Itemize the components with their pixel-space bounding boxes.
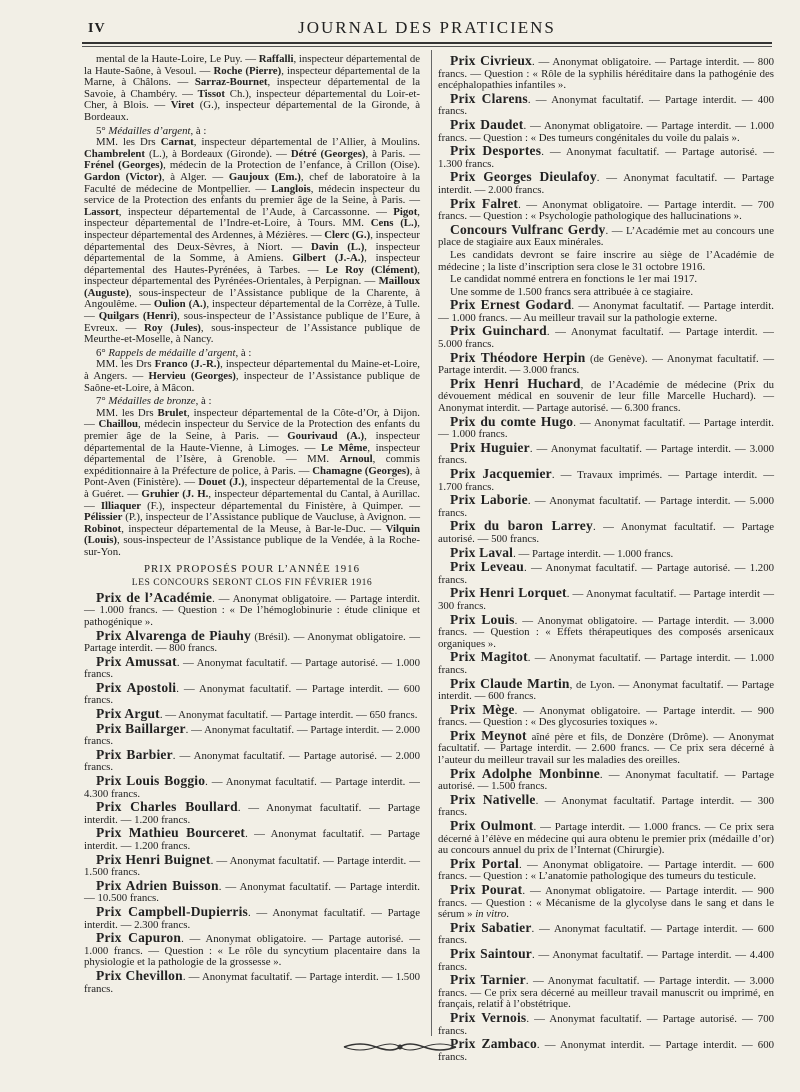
prize-entry <box>438 791 774 819</box>
prize-name: Prix Oulmont <box>450 818 534 834</box>
text-run: , de Lyon. — Anonymat facultatif. — Partage interdit. — 600 francs. <box>438 678 775 703</box>
text-run: , inspecteur départemental du Maine-et-Loire, à Angers. — <box>84 358 420 383</box>
text-run: . — Anonymat facultatif. — Partage autorisé. — 1.000 francs. <box>84 656 420 681</box>
prize-entry <box>84 903 420 931</box>
prize-name: Prix Falret <box>450 195 519 211</box>
text-run: , sous-inspecteur de l’Assistance publique de la Charente, à Angoulême. — <box>84 286 420 311</box>
text-run: . — Anonymat facultatif. — Partage autorisé. — 1.300 francs. <box>438 146 775 170</box>
text-run: , inspecteur départemental de la Creuse, à Guéret. — <box>84 476 420 500</box>
person-name: Roy (Jules) <box>144 321 201 334</box>
prize-entry <box>438 675 775 703</box>
prize-name: Prix Magitot <box>450 649 528 665</box>
text-run: , inspecteur départemental de l’Aude, à Carcassonne. — <box>118 205 394 218</box>
prize-entry <box>84 851 420 879</box>
prize-name: Prix Laborie <box>450 492 528 508</box>
italic-text: in vitro <box>475 908 507 921</box>
person-name: Tissot <box>197 87 226 100</box>
prize-name: Prix Capuron <box>96 930 182 946</box>
prize-entry <box>438 375 775 415</box>
text-run: , commis expéditionnaire à la Préfecture de police, à Paris. — <box>84 453 420 477</box>
text-run: , inspecteur départemental des Hautes-Pyrénées, à Tarbes. — <box>84 252 420 276</box>
text-run: , à : <box>190 124 207 137</box>
prize-entry <box>84 679 420 707</box>
person-name: Robinot <box>84 522 122 535</box>
page-header <box>82 18 772 40</box>
text-run: . — Anonymat interdit. — Partage interdit. — 600 francs. <box>438 1039 774 1063</box>
text-run: . — Anonymat facultatif. — Partage interdit. — 4.400 francs. <box>438 948 774 973</box>
prize-name: Prix Claude Martin <box>450 675 570 691</box>
person-name: Hervieu (Georges) <box>148 370 236 383</box>
text-run: . — Anonymat obligatoire. — Partage interdit. — 3.000 francs. — Question : « Effets thérapeutiques des composés arsenicaux organiques ». <box>438 614 774 650</box>
prize-entry <box>84 967 420 995</box>
prize-entry <box>438 820 774 857</box>
prize-name: Prix Barbier <box>96 746 173 762</box>
text-run: , inspecteur de l’Assistance publique de Saône-et-Loire, à Mâcon. <box>84 370 420 394</box>
prize-name: Prix Henri Huchard <box>450 375 581 391</box>
prize-entry <box>438 116 774 144</box>
prize-name: Prix Louis Boggio <box>96 773 206 789</box>
text-run: , chef de laboratoire à la Faculté de médecine de Montpellier. — <box>84 170 420 195</box>
text-run: (L.), à Bordeaux (Gironde). — <box>144 147 291 160</box>
prize-entry <box>438 1009 775 1037</box>
prize-name: Prix Nativelle <box>450 791 536 807</box>
prize-name: Prix Théodore Herpin <box>450 349 586 365</box>
text-run: Une somme de 1.500 francs sera attribuée à ce stagiaire. <box>450 285 694 298</box>
prize-name: Prix Henri Lorquet <box>450 585 567 601</box>
text-run: . — Anonymat obligatoire. — Partage interdit. — 900 francs. — Question : « Mécanisme de la glycolyse dans le sang et dans le sérum » <box>438 885 775 921</box>
prizes-subheading: LES CONCOURS SERONT CLOS FIN FÉVRIER 1916 <box>131 577 373 589</box>
prize-name: Prix Adolphe Monbinne <box>450 765 600 781</box>
person-name: Le Même <box>320 441 368 454</box>
prize-name: Prix Jacquemier <box>450 466 552 481</box>
prize-entry <box>438 299 774 324</box>
text-run: . — Anonymat facultatif. — Partage autorisé. — 500 francs. <box>438 521 774 545</box>
person-name: Franco (J.-R.) <box>154 358 221 371</box>
prize-entry <box>438 765 774 793</box>
text-run: MM. les Drs <box>96 406 158 419</box>
text-run: . — Anonymat obligatoire. — Partage autorisé. — 1.000 francs. — Question : « Le rôle du syncytium placentaire dans la physiologie et la pathologie de la grossesse ». <box>84 933 420 969</box>
text-run: , inspecteur départemental de l’Allier, à Moulins. <box>193 136 421 149</box>
person-name: Gourivaud (A.) <box>287 430 365 442</box>
person-name: Frénel (Georges) <box>84 159 164 172</box>
prize-entry <box>438 884 774 921</box>
text-run: , inspecteur départemental de l’Isère, à Grenoble. — MM. <box>84 441 420 466</box>
text-run: . — Anonymat obligatoire. — Partage interdit. — 1.000 francs. — Question : « De l’hémoglobinurie : étude clinique et pathogénique ». <box>84 592 420 628</box>
person-name: Brulet <box>157 406 187 419</box>
header-rule <box>82 42 772 44</box>
prize-name: Prix Alvarenga de Piauhy <box>96 627 251 643</box>
prize-entry <box>438 439 775 467</box>
text-run: aîné père et fils, de Donzère (Drôme). — Anonymat facultatif. — Partage interdit. — 2.600 francs. — Ce prix sera décerné à l’auteur du meilleur travail sur les maladies des oreilles. <box>438 730 774 767</box>
text-run: . — Anonymat facultatif. — Partage interdit. — 1.000 francs. <box>438 652 774 676</box>
prize-entry <box>84 877 420 905</box>
prize-name: Prix du comte Hugo <box>450 413 574 429</box>
prize-name: Prix Georges Dieulafoy <box>450 169 597 185</box>
prize-entry <box>438 561 774 586</box>
text-run: . — Anonymat facultatif. — Partage interdit. — 600 francs. <box>84 682 420 707</box>
person-name: Carnat <box>160 136 194 149</box>
prize-name: Prix Zambaco <box>450 1036 537 1052</box>
prize-entry <box>438 171 774 196</box>
text-run: . — Anonymat facultatif. — Partage interdit — 300 francs. <box>438 588 774 612</box>
text-run: MM. les Drs <box>96 136 161 149</box>
prize-name: Prix Baillarger <box>96 720 186 736</box>
prize-entry <box>438 587 774 612</box>
text-run: . — Anonymat facultatif. — Partage interdit. — 1.000 francs. <box>438 416 774 441</box>
prize-name: Prix Portal <box>450 855 519 871</box>
person-name: Roche (Pierre) <box>213 64 282 77</box>
prize-name: Prix Louis <box>450 611 515 627</box>
person-name: Gaujoux (Em.) <box>228 170 301 183</box>
prize-list-right <box>438 55 774 1063</box>
prize-name: Prix Saintour <box>450 945 532 961</box>
prize-name: Prix Tarnier <box>450 972 526 988</box>
right-column <box>438 53 775 1063</box>
person-name: Douet (J.) <box>198 476 245 489</box>
prize-name: Prix Clarens <box>450 90 528 106</box>
prize-name: Prix Argut <box>96 706 160 722</box>
prize-entry <box>438 701 775 729</box>
prize-name: Prix Campbell-Dupierris <box>96 903 248 919</box>
text-run: . — Anonymat facultatif. — Partage interdit. — 10.500 francs. <box>84 880 420 905</box>
prize-entry <box>438 651 774 676</box>
text-run: (G.), inspecteur départemental de la Gironde, à Bordeaux. <box>84 99 421 123</box>
prize-name: Prix Henri Buignet <box>96 851 211 867</box>
prize-entry <box>438 468 774 493</box>
text-run: . — Anonymat facultatif. — Partage interdit. — 5.000 francs. <box>438 495 775 519</box>
text-run: , inspecteur départemental des Pyrénées-Orientales, à Perpignan. — <box>84 263 420 288</box>
text-run: . <box>506 908 509 921</box>
prize-name: Prix Meynot <box>450 727 527 743</box>
person-name: Sarraz-Bournet <box>194 76 268 89</box>
journal-title: JOURNAL DES PRATICIENS <box>298 18 556 37</box>
text-run: . — Anonymat facultatif. — Partage autorisé. — 1.500 francs. <box>438 768 774 793</box>
person-name: Quilgars (Henri) <box>98 310 178 323</box>
text-run: . — Partage interdit. — 1.000 francs. <box>513 547 674 560</box>
text-run: , sous-inspecteur de l’Assistance publique de l’Eure, à Evreux. — <box>84 310 420 334</box>
prize-entry <box>438 855 774 883</box>
prize-entry <box>438 1038 774 1063</box>
text-run: . — Anonymat facultatif. — Partage interdit. — 1.500 francs. <box>84 854 420 879</box>
prize-name: Prix Apostoli <box>96 679 177 695</box>
person-name: Cens (L.) <box>370 217 418 230</box>
prize-entry <box>438 919 774 947</box>
prize-entry <box>438 945 774 973</box>
prize-entry <box>84 708 420 722</box>
prize-name: Prix Amussat <box>96 653 177 669</box>
text-run: 7° <box>96 395 109 408</box>
prize-entry <box>438 145 774 170</box>
prize-entry <box>84 775 420 800</box>
italic-text: Médailles de bronze <box>108 395 196 408</box>
text-run: , inspecteur départemental du Cantal, à Aurillac. — <box>84 487 420 512</box>
text-run: 5° <box>96 124 109 137</box>
prize-entry <box>438 55 774 92</box>
prize-name: Prix Laval <box>450 544 514 560</box>
prize-entry <box>438 221 774 249</box>
prize-name: Prix Desportes <box>450 143 542 159</box>
prize-name: Prix Charles Boullard <box>96 799 238 815</box>
person-name: Détré (Georges) <box>290 147 366 160</box>
text-run: . — Anonymat obligatoire. — Partage interdit. — 800 francs. — Question : « Rôle de la syphilis héréditaire dans la pathogénie des encéphalopathies infantiles ». <box>438 56 774 92</box>
text-run: , à Pont-Aven (Finistère). — <box>84 464 420 489</box>
text-run: . — Anonymat obligatoire. — Partage interdit. — 600 francs. — Question : « L’anatomie pathologique des tumeurs du testicule. <box>438 858 774 883</box>
paragraph <box>84 137 420 346</box>
text-run: , inspecteur départemental des Ardennes, à Mézières. — <box>84 217 420 241</box>
text-run: , sous-inspecteur de l’Assistance publique de Meurthe-et-Moselle, à Nancy. <box>84 321 421 346</box>
prize-entry <box>84 653 420 681</box>
text-run: , à Alger. — <box>161 170 229 183</box>
text-run: , inspecteur départemental de la Savoie, à Chambéry. — <box>84 76 420 100</box>
text-run: , inspecteur départemental de la Marne, à Châlons. — <box>84 64 421 89</box>
text-run: 6° <box>96 346 109 359</box>
header-rule-thin <box>82 46 772 47</box>
prize-entry <box>84 932 420 969</box>
prize-entry <box>438 520 774 545</box>
person-name: Gilbert (J.-A.) <box>292 252 365 265</box>
prize-entry <box>84 627 420 655</box>
person-name: Oulion (A.) <box>153 298 207 311</box>
text-run: . — Partage interdit. — 1.000 francs. — Ce prix sera décerné à l’élève en médecine qui aura obtenu le premier prix (médaille d’or) au concours annuel du prix de l’Internat (Chirurgie). <box>438 821 774 857</box>
column-divider <box>431 50 432 1036</box>
text-run: MM. les Drs <box>96 358 155 371</box>
text-run: . — L’Académie met au concours une place de stagiaire aux Eaux minérales. <box>438 224 774 249</box>
person-name: Chamagne (Georges) <box>312 464 410 477</box>
person-name: Chambrelent <box>84 147 145 160</box>
prize-entry <box>438 727 774 767</box>
text-run: . — Anonymat facultatif. — Partage autorisé. — 1.200 francs. <box>438 562 774 586</box>
text-run: . — Anonymat facultatif. — Partage interdit. — 3.000 francs. <box>438 442 775 467</box>
person-name: Langlois <box>271 182 311 195</box>
prize-name: Prix Vernois <box>450 1009 527 1025</box>
text-run: , médecin de la Protection de l’enfance, à Crillon (Oise). <box>163 159 420 172</box>
prize-name: Prix du baron Larrey <box>450 518 593 534</box>
person-name: Chaillou <box>98 418 139 431</box>
prize-entry <box>438 349 774 377</box>
person-name: Mailloux (Auguste) <box>84 275 420 299</box>
prize-name: Concours Vulfranc Gerdy <box>450 221 606 237</box>
prize-name: Prix de l’Académie <box>96 589 213 605</box>
prize-entry <box>438 611 774 651</box>
text-run: . — Anonymat obligatoire. — Partage interdit. — 900 francs. — Question : « Des glycosuries toxiques ». <box>438 704 775 729</box>
prize-name: Prix Mège <box>450 701 515 717</box>
person-name: Arnoul <box>339 453 373 466</box>
person-name: Vilquin (Louis) <box>84 522 420 547</box>
text-run: , médecin inspecteur du Service de la Protection des enfants du premier âge de la Seine, à Paris. — <box>84 418 420 442</box>
text-run: . — Anonymat facultatif. — Partage autorisé. — 700 francs. <box>438 1012 775 1037</box>
text-run: . — Anonymat facultatif. — Partage interdit. — 1.000 francs. — Au meilleur travail sur la pathologie externe. <box>438 300 774 324</box>
text-run: , inspecteur départemental de la Corrèze, à Tulle. — <box>84 298 420 323</box>
text-run: . — Anonymat facultatif. — Partage interdit. — 650 francs. <box>159 709 418 722</box>
text-run: , inspecteur départemental de la Côte-d’Or, à Dijon. — <box>84 406 420 431</box>
person-name: Gruhier (J. H. <box>141 487 209 500</box>
person-name: Raffalli <box>258 53 294 65</box>
text-run: . — Anonymat facultatif. — Partage interdit. — 2.000 francs. <box>84 723 420 748</box>
text-run: . — Anonymat facultatif. — Partage interdit. — 3.000 francs. — Ce prix sera décerné au meilleur travail manuscrit ou imprimé, en français, relatif à l’obstétrique. <box>438 975 774 1011</box>
left-column <box>84 54 420 1054</box>
text-run: (de Genève). — Anonymat facultatif. — Partage interdit. — 3.000 francs. <box>438 352 774 377</box>
text-run: , inspecteur départemental de l’Indre-et-Loire, à Tours. MM. <box>84 205 420 230</box>
text-run: . — Anonymat facultatif. — Partage autorisé. — 2.000 francs. <box>84 749 420 774</box>
text-run: , inspecteur départemental de la Haute-Vienne, à Limoges. — <box>84 430 420 454</box>
text-run: Ch.), inspecteur départemental du Loir-et-Cher, à Blois. — <box>84 87 420 112</box>
text-run: (F.), inspecteur départemental du Finistère, à Quimper. — <box>141 499 420 512</box>
text-run: . — Anonymat facultatif. — Partage interdit. — 1.500 francs. <box>84 970 420 995</box>
prize-name: Prix Adrien Buisson <box>96 877 219 893</box>
text-run: Le candidat nommé entrera en fonctions le 1er mai 1917. <box>450 273 698 286</box>
text-run: (Brésil). — Anonymat obligatoire. — Partage interdit. — 800 francs. <box>84 630 420 655</box>
text-run: , de l’Académie de médecine (Prix du dévouement médical en souvenir de leur fille Marcelle Huchard). — Anonymat interdit. — Partage autorisé. — 6.300 francs. <box>438 378 775 415</box>
prize-list-left <box>84 589 420 995</box>
prize-entry <box>438 494 774 519</box>
prize-entry <box>438 195 775 223</box>
person-name: Pélissier <box>84 511 123 524</box>
text-run: , à Paris. — <box>365 147 420 160</box>
prize-name: Prix Guinchard <box>450 323 547 339</box>
italic-text: Rappels de médaille d’argent <box>108 346 236 359</box>
person-name: Le Roy (Clément) <box>325 263 418 276</box>
text-run: . — Anonymat facultatif. Partage interdit. — 300 francs. <box>438 794 774 819</box>
text-run: , à : <box>195 395 212 408</box>
prize-name: Prix Civrieux <box>450 53 533 68</box>
text-run: . — Travaux imprimés. — Partage interdit. — 1.700 francs. <box>438 469 774 493</box>
prize-entry <box>84 746 420 774</box>
prize-name: Prix Sabatier <box>450 919 532 935</box>
paragraph <box>84 54 420 124</box>
end-ornament-icon <box>340 1040 460 1054</box>
text-run: , sous-inspecteur de l’Assistance publique de la Vendée, à la Roche-sur-Yon. <box>84 534 420 558</box>
person-name: Davin (L.) <box>310 240 365 253</box>
text-run: . — Anonymat facultatif. — Partage interdit. — 5.000 francs. <box>438 326 774 351</box>
prize-name: Prix Chevillon <box>96 967 183 983</box>
prizes-heading: PRIX PROPOSÉS POUR L’ANNÉE 1916 <box>144 562 360 575</box>
text-run: (P.), inspecteur de l’Assistance publique de Vaucluse, à Avignon. — <box>122 511 420 524</box>
prize-entry <box>438 274 774 286</box>
text-run: , inspecteur départemental de la Somme, à Amiens. <box>84 240 421 265</box>
text-run: . — Anonymat facultatif. — Partage interdit. — 1.200 francs. <box>84 802 420 826</box>
paragraph <box>84 408 420 559</box>
paragraph <box>84 359 420 394</box>
prize-name: Prix Mathieu Bourceret <box>96 825 246 841</box>
prize-entry <box>438 544 774 561</box>
prize-entry <box>84 801 420 826</box>
text-run: Les candidats devront se faire inscrire au siège de l’Académie de médecine ; la liste d’inscription sera close le 31 octobre 1916. <box>438 248 774 273</box>
prize-entry <box>84 827 420 852</box>
text-run: . — Anonymat facultatif. — Partage interdit. — 2.300 francs. <box>84 906 420 931</box>
text-run: . — Anonymat facultatif. — Partage interdit. — 400 francs. <box>438 93 774 118</box>
prize-entry <box>438 250 774 273</box>
italic-text: Médailles d’argent <box>108 124 191 137</box>
text-run: . — Anonymat facultatif. — Partage interdit. — 2.000 francs. <box>438 172 774 196</box>
text-run: mental de la Haute-Loire, Le Puy. — <box>96 53 259 65</box>
text-run: . — Anonymat obligatoire. — Partage interdit. — 1.000 francs. — Question : « Des tumeurs congénitales du voile du palais ». <box>438 119 774 144</box>
prize-name: Prix Pourat <box>450 882 523 897</box>
person-name: Pigot <box>393 205 418 218</box>
person-name: Gardon (Victor) <box>84 170 162 183</box>
person-name: Viret <box>170 99 195 112</box>
text-run: , inspecteur départemental des Deux-Sèvres, à Niort. — <box>84 228 420 253</box>
text-run: . — Anonymat obligatoire. — Partage interdit. — 700 francs. — Question : « Psychologie pathologique des hallucinations ». <box>438 198 775 223</box>
prize-entry <box>438 974 774 1011</box>
prize-entry <box>84 720 420 748</box>
person-name: Illiaquer <box>100 499 142 512</box>
text-run: . — Anonymat facultatif. — Partage interdit. — 4.300 francs. <box>84 776 420 800</box>
person-name: Clerc (G.) <box>324 228 371 241</box>
text-run: , médecin inspecteur du service de la Protection des enfants du premier âge de la Seine, à Paris. — <box>84 182 420 207</box>
prize-entry <box>438 325 774 350</box>
prize-name: Prix Huguier <box>450 439 530 455</box>
text-run: . — Anonymat facultatif. — Partage interdit. — 1.200 francs. <box>84 828 420 852</box>
prize-name: Prix Daudet <box>450 116 524 132</box>
page-folio: IV <box>88 21 106 36</box>
text-run: . — Anonymat facultatif. — Partage interdit. — 600 francs. <box>438 922 774 947</box>
prize-name: Prix Leveau <box>450 559 524 575</box>
text-run: , inspecteur départemental de la Meuse, à Bar-le-Duc. — <box>121 522 386 535</box>
prize-entry <box>438 413 774 441</box>
prize-entry <box>438 90 774 118</box>
text-run: , à : <box>235 346 252 359</box>
prize-entry <box>84 589 420 629</box>
prize-name: Prix Ernest Godard <box>450 297 572 313</box>
person-name: Lassort <box>84 205 119 218</box>
text-run: , inspecteur départemental de la Haute-Saône, à Vesoul. — <box>84 53 421 77</box>
